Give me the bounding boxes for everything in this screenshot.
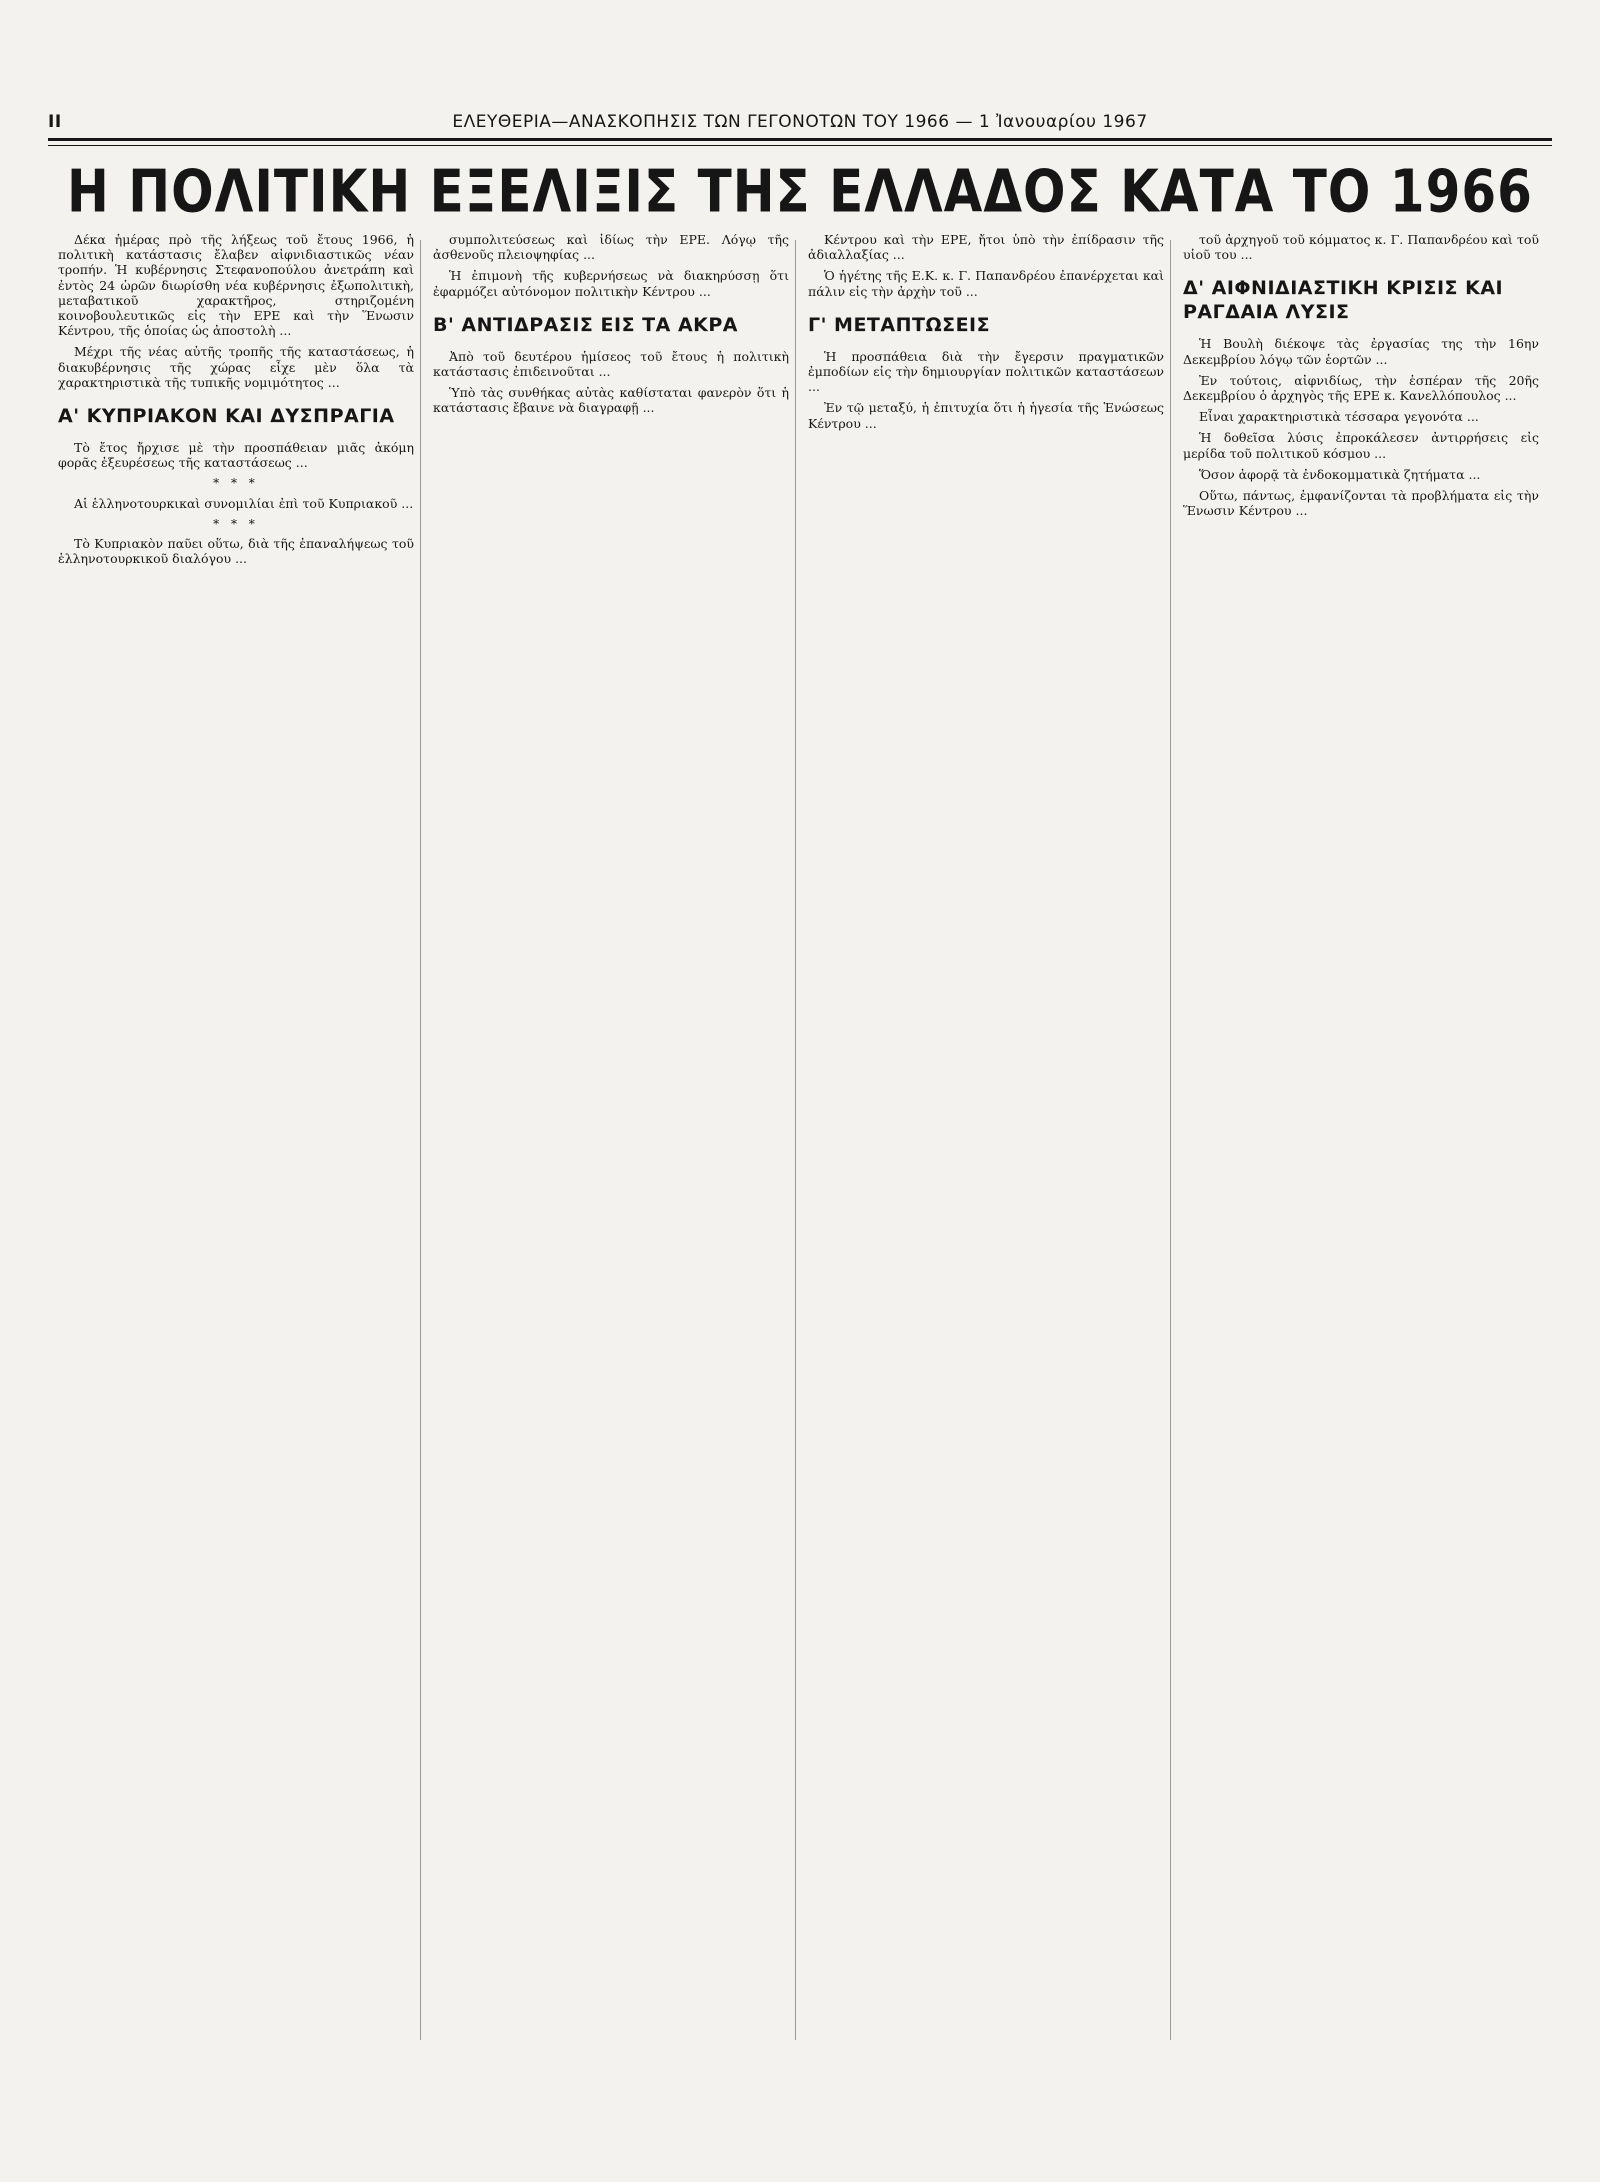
article-paragraph: Οὕτω, πάντως, ἐμφανίζονται τὰ προβλήματα εἰς τὴν Ἕνωσιν Κέντρου ...	[1183, 488, 1539, 519]
article-paragraph: Ὑπὸ τὰς συνθήκας αὐτὰς καθίσταται φανερὸν ὅτι ἡ κατάστασις ἔβαινε νὰ διαγραφῇ ...	[433, 385, 789, 416]
section-heading: Γ' ΜΕΤΑΠΤΩΣΕΙΣ	[808, 313, 991, 336]
header-rule-thick	[48, 138, 1552, 141]
article-paragraph: Μέχρι τῆς νέας αὐτῆς τροπῆς τῆς καταστάσεως, ἡ διακυβέρνησις τῆς χώρας εἶχε μὲν ὅλα τὰ χαρακτηριστικὰ τῆς τυπικῆς νομιμότητος ...	[58, 344, 414, 390]
article-paragraph: τοῦ ἀρχηγοῦ τοῦ κόμματος κ. Γ. Παπανδρέου καὶ τοῦ υἱοῦ του ...	[1183, 232, 1539, 263]
running-title: ΕΛΕΥΘΕΡΙΑ—ΑΝΑΣΚΟΠΗΣΙΣ ΤΩΝ ΓΕΓΟΝΟΤΩΝ ΤΟΥ 1966 — 1 Ἰανουαρίου 1967	[452, 112, 1148, 132]
article-headline: Η ΠΟΛΙΤΙΚΗ ΕΞΕΛΙΞΙΣ ΤΗΣ ΕΛΛΑΔΟΣ ΚΑΤΑ ΤΟ 1966	[67, 157, 1533, 226]
article-paragraph: Ἡ Βουλὴ διέκοψε τὰς ἐργασίας της τὴν 16ην Δεκεμβρίου λόγῳ τῶν ἑορτῶν ...	[1183, 336, 1539, 367]
article-paragraph: Ὅσον ἀφορᾷ τὰ ἐνδοκομματικὰ ζητήματα ...	[1199, 466, 1481, 482]
section-heading: Α' ΚΥΠΡΙΑΚΟΝ ΚΑΙ ΔΥΣΠΡΑΓΙΑ	[58, 405, 395, 428]
section-ornament: * * *	[213, 516, 259, 531]
article-paragraph: Ἐν τούτοις, αἰφνιδίως, τὴν ἑσπέραν τῆς 20ῆς Δεκεμβρίου ὁ ἀρχηγὸς τῆς ΕΡΕ κ. Κανελλόπουλος ...	[1183, 372, 1539, 404]
article-paragraph: συμπολιτεύσεως καὶ ἰδίως τὴν ΕΡΕ. Λόγῳ τῆς ἀσθενοῦς πλειοψηφίας ...	[433, 232, 789, 263]
article-paragraph: Ἡ ἐπιμονὴ τῆς κυβερνήσεως νὰ διακηρύσσῃ ὅτι ἐφαρμόζει αὐτόνομον πολιτικὴν Κέντρου ...	[433, 268, 789, 299]
article-column-1	[58, 232, 414, 2052]
article-paragraph: Ἐν τῷ μεταξύ, ἡ ἐπιτυχία ὅτι ἡ ἡγεσία τῆς Ἑνώσεως Κέντρου ...	[808, 400, 1164, 431]
article-paragraph: Ἡ προσπάθεια διὰ τὴν ἔγερσιν πραγματικῶν ἐμποδίων εἰς τὴν δημιουργίαν πολιτικῶν καταστάσεων ...	[808, 348, 1164, 395]
header-rule-thin	[48, 145, 1552, 146]
article-paragraph: Εἶναι χαρακτηριστικὰ τέσσαρα γεγονότα ...	[1199, 409, 1479, 425]
article-column-4	[1183, 232, 1539, 2052]
page-number: II	[48, 112, 62, 132]
section-heading: Δ' ΑΙΦΝΙΔΙΑΣΤΙΚΗ ΚΡΙΣΙΣ ΚΑΙ ΡΑΓΔΑΙΑ ΛΥΣΙΣ	[1183, 277, 1504, 324]
article-paragraph: Αἱ ἑλληνοτουρκικαὶ συνομιλίαι ἐπὶ τοῦ Κυπριακοῦ ...	[74, 495, 414, 511]
column-divider	[1170, 240, 1171, 2040]
article-column-3	[808, 232, 1164, 2052]
column-divider	[420, 240, 421, 2040]
section-ornament: * * *	[213, 476, 259, 491]
article-column-2	[433, 232, 789, 2052]
article-paragraph: Τὸ ἔτος ἤρχισε μὲ τὴν προσπάθειαν μιᾶς ἀκόμη φορᾶς ἐξευρέσεως τῆς καταστάσεως ...	[58, 440, 414, 471]
article-paragraph: Ὁ ἡγέτης τῆς Ε.Κ. κ. Γ. Παπανδρέου ἐπανέρχεται καὶ πάλιν εἰς τὴν ἀρχὴν τοῦ ...	[808, 268, 1164, 299]
article-paragraph: Ἡ δοθεῖσα λύσις ἐπροκάλεσεν ἀντιρρήσεις εἰς μερίδα τοῦ πολιτικοῦ κόσμου ...	[1183, 430, 1539, 461]
running-head	[48, 112, 1552, 136]
article-paragraph: Τὸ Κυπριακὸν παῦει οὕτω, διὰ τῆς ἐπαναλήψεως τοῦ ἑλληνοτουρκικοῦ διαλόγου ...	[58, 536, 414, 567]
article-paragraph: Δέκα ἡμέρας πρὸ τῆς λήξεως τοῦ ἔτους 1966, ἡ πολιτικὴ κατάστασις ἔλαβεν αἰφνιδιαστικῶς νέαν τροπήν. Ἡ κυβέρνησις Στεφανοπούλου ἀνετράπη καὶ ἐντὸς 24 ὡρῶν διωρίσθη νέα κυβέρνησις ἐξωπολιτικὴ, μεταβατικοῦ χαρακτῆρος, στηριζομένη κοινοβουλευτικῶς εἰς τὴν ΕΡΕ καὶ τὴν Ἕνωσιν Κέντρου, τῆς ὁποίας ὡς ἀποστολὴ ...	[58, 232, 414, 339]
section-heading: Β' ΑΝΤΙΔΡΑΣΙΣ ΕΙΣ ΤΑ ΑΚΡΑ	[433, 313, 739, 336]
article-paragraph: Ἀπὸ τοῦ δευτέρου ἡμίσεος τοῦ ἔτους ἡ πολιτικὴ κατάστασις ἐπιδεινοῦται ...	[433, 348, 789, 380]
article-paragraph: Κέντρου καὶ τὴν ΕΡΕ, ἤτοι ὑπὸ τὴν ἐπίδρασιν τῆς ἀδιαλλαξίας ...	[808, 232, 1164, 263]
column-divider	[795, 240, 796, 2040]
